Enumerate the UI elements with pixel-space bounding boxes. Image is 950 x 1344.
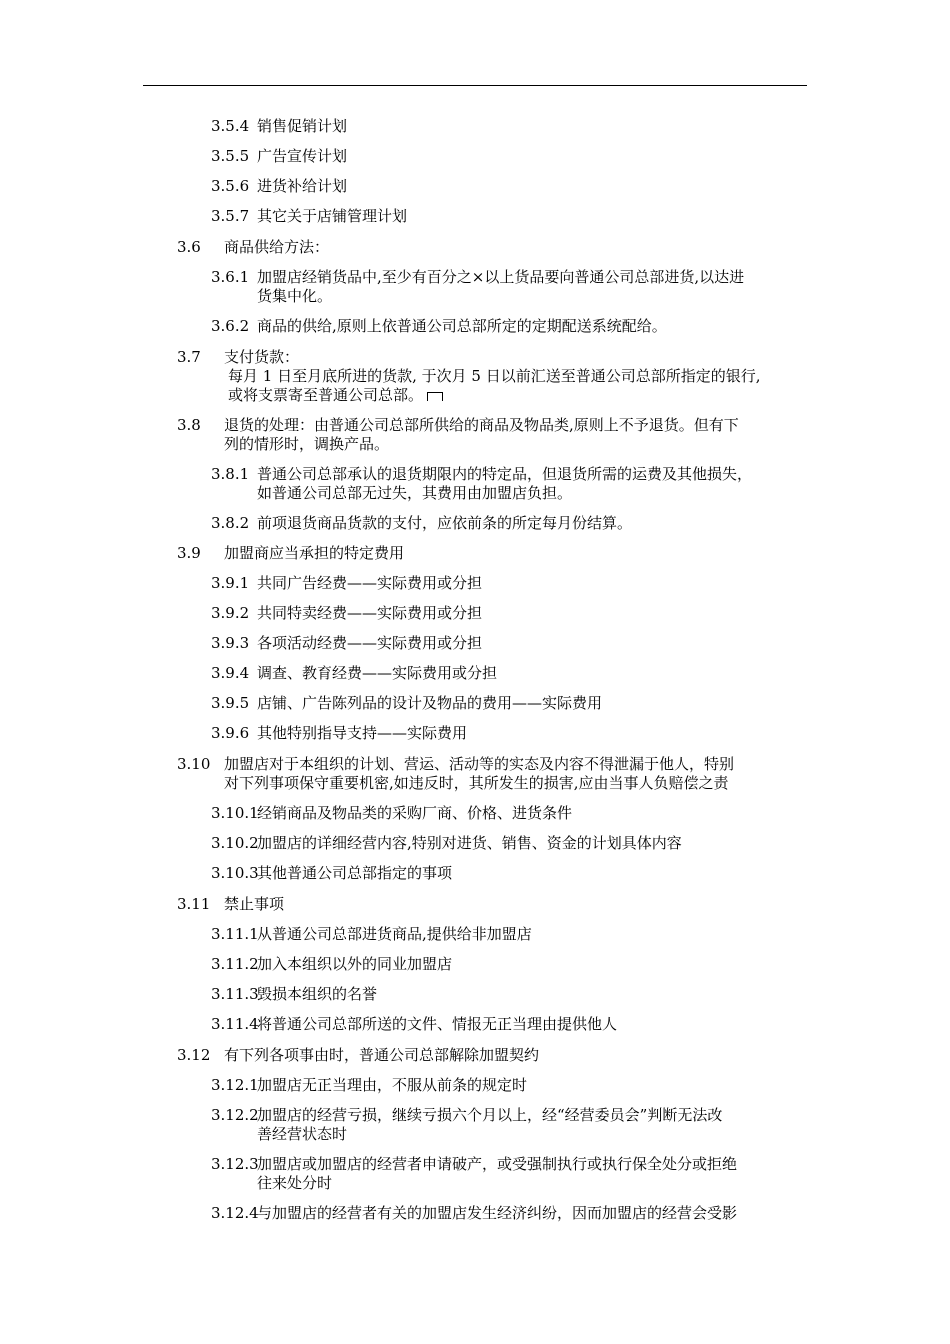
item-number: 3.8 xyxy=(177,416,201,434)
item-text xyxy=(257,985,377,1004)
header-rule xyxy=(143,85,807,86)
item-line: 共同特卖经费——实际费用或分担 xyxy=(257,604,483,622)
item-line: 前项退货商品货款的支付，应依前条的所定每月份结算。 xyxy=(257,514,633,532)
item-line: 加入本组织以外的同业加盟店 xyxy=(257,955,453,973)
item-text xyxy=(257,514,632,533)
item-number: 3.8.2 xyxy=(211,514,250,532)
item-number: 3.11 xyxy=(177,895,211,913)
item-number: 3.12.2 xyxy=(211,1106,259,1124)
item-text xyxy=(257,465,752,503)
item-text xyxy=(257,317,667,336)
item-text xyxy=(257,268,744,306)
item-number: 3.9.3 xyxy=(211,634,250,652)
item-text xyxy=(224,348,299,367)
item-number: 3.9.4 xyxy=(211,664,250,682)
item-number: 3.11.3 xyxy=(211,985,259,1003)
item-line: 加盟店或加盟店的经营者申请破产，或受强制执行或执行保全处分或拒绝 xyxy=(257,1155,738,1173)
item-text xyxy=(224,1046,539,1065)
item-line: 经销商品及物品类的采购厂商、价格、进货条件 xyxy=(257,804,573,822)
item-line: 从普通公司总部进货商品,提供给非加盟店 xyxy=(257,925,532,943)
item-line: 加盟店经销货品中,至少有百分之×以上货品要向普通公司总部进货,以达进 xyxy=(257,268,745,286)
item-text xyxy=(224,416,739,454)
item-line: 调查、教育经费——实际费用或分担 xyxy=(257,664,498,682)
item-text xyxy=(224,238,329,257)
item-line: 加盟商应当承担的特定费用 xyxy=(224,544,405,562)
item-text xyxy=(257,117,347,136)
item-text xyxy=(257,804,572,823)
paragraph-line: 或将支票寄至普通公司总部。 xyxy=(228,386,424,404)
item-number: 3.5.4 xyxy=(211,117,250,135)
item-line: 善经营状态时 xyxy=(257,1125,348,1143)
item-line: 与加盟店的经营者有关的加盟店发生经济纠纷，因而加盟店的经营会受影 xyxy=(257,1204,738,1222)
item-line: 禁止事项 xyxy=(224,895,285,913)
item-text xyxy=(257,694,602,713)
item-line: 销售促销计划 xyxy=(257,117,348,135)
item-text xyxy=(257,604,482,623)
item-number: 3.11.4 xyxy=(211,1015,259,1033)
item-line: 商品供给方法： xyxy=(224,238,330,256)
item-text xyxy=(257,207,407,226)
item-number: 3.6.2 xyxy=(211,317,250,335)
item-line: 普通公司总部承认的退货期限内的特定品，但退货所需的运费及其他损失， xyxy=(257,465,753,483)
item-line: 加盟店的详细经营内容,特别对进货、销售、资金的计划具体内容 xyxy=(257,834,682,852)
item-line: 加盟店无正当理由，不服从前条的规定时 xyxy=(257,1076,528,1094)
item-number: 3.12.3 xyxy=(211,1155,259,1173)
item-text xyxy=(257,574,482,593)
item-line: 有下列各项事由时，普通公司总部解除加盟契约 xyxy=(224,1046,540,1064)
item-number: 3.9 xyxy=(177,544,201,562)
item-text xyxy=(257,1076,527,1095)
item-number: 3.12.1 xyxy=(211,1076,259,1094)
item-number: 3.5.6 xyxy=(211,177,250,195)
item-number: 3.9.1 xyxy=(211,574,250,592)
item-line: 货集中化。 xyxy=(257,287,333,305)
item-text xyxy=(257,864,452,883)
item-number: 3.10 xyxy=(177,755,211,773)
item-line: 进货补给计划 xyxy=(257,177,348,195)
item-line: 其他普通公司总部指定的事项 xyxy=(257,864,453,882)
item-number: 3.9.2 xyxy=(211,604,250,622)
item-text xyxy=(224,544,404,563)
item-number: 3.10.1 xyxy=(211,804,259,822)
item-number: 3.10.2 xyxy=(211,834,259,852)
item-line: 将普通公司总部所送的文件、情报无正当理由提供他人 xyxy=(257,1015,618,1033)
item-line: 往来处分时 xyxy=(257,1174,333,1192)
item-number: 3.10.3 xyxy=(211,864,259,882)
item-text xyxy=(257,724,467,743)
item-text xyxy=(224,895,284,914)
payment-paragraph xyxy=(228,367,760,405)
item-line: 加盟店对于本组织的计划、营运、活动等的实态及内容不得泄漏于他人，特别 xyxy=(224,755,735,773)
item-line: 共同广告经费——实际费用或分担 xyxy=(257,574,483,592)
item-text xyxy=(257,1106,722,1144)
item-number: 3.12 xyxy=(177,1046,211,1064)
item-number: 3.9.6 xyxy=(211,724,250,742)
item-number: 3.9.5 xyxy=(211,694,250,712)
item-text xyxy=(257,834,682,853)
item-line: 如普通公司总部无过失，其费用由加盟店负担。 xyxy=(257,484,573,502)
item-line: 其它关于店铺管理计划 xyxy=(257,207,408,225)
item-number: 3.5.7 xyxy=(211,207,250,225)
item-number: 3.12.4 xyxy=(211,1204,259,1222)
item-text xyxy=(257,664,497,683)
item-text xyxy=(257,634,482,653)
item-text xyxy=(257,1204,737,1223)
item-line: 店铺、广告陈列品的设计及物品的费用——实际费用 xyxy=(257,694,603,712)
item-number: 3.6 xyxy=(177,238,201,256)
item-text xyxy=(257,1015,617,1034)
item-number: 3.11.1 xyxy=(211,925,259,943)
item-number: 3.5.5 xyxy=(211,147,250,165)
item-line: 其他特别指导支持——实际费用 xyxy=(257,724,468,742)
item-text xyxy=(257,925,532,944)
item-line: 各项活动经费——实际费用或分担 xyxy=(257,634,483,652)
paragraph-line: 每月 1 日至月底所进的货款, 于次月 5 日以前汇送至普通公司总部所指定的银行, xyxy=(228,367,761,385)
item-line: 对下列事项保守重要机密,如违反时，其所发生的损害,应由当事人负赔偿之责 xyxy=(224,774,729,792)
item-number: 3.8.1 xyxy=(211,465,250,483)
item-line: 广告宣传计划 xyxy=(257,147,348,165)
item-line: 加盟店的经营亏损，继续亏损六个月以上，经“经营委员会”判断无法改 xyxy=(257,1106,723,1124)
item-text xyxy=(257,177,347,196)
item-line: 毁损本组织的名誉 xyxy=(257,985,378,1003)
item-line: 商品的供给,原则上依普通公司总部所定的定期配送系统配给。 xyxy=(257,317,667,335)
item-text xyxy=(257,147,347,166)
item-line: 列的情形时，调换产品。 xyxy=(224,435,390,453)
item-text xyxy=(224,755,734,793)
item-number: 3.11.2 xyxy=(211,955,259,973)
item-text xyxy=(257,955,452,974)
item-number: 3.7 xyxy=(177,348,201,366)
item-line: 退货的处理：由普通公司总部所供给的商品及物品类,原则上不予退货。但有下 xyxy=(224,416,739,434)
item-text xyxy=(257,1155,737,1193)
item-line: 支付货款： xyxy=(224,348,300,366)
edit-mark-icon xyxy=(427,392,443,401)
item-number: 3.6.1 xyxy=(211,268,250,286)
